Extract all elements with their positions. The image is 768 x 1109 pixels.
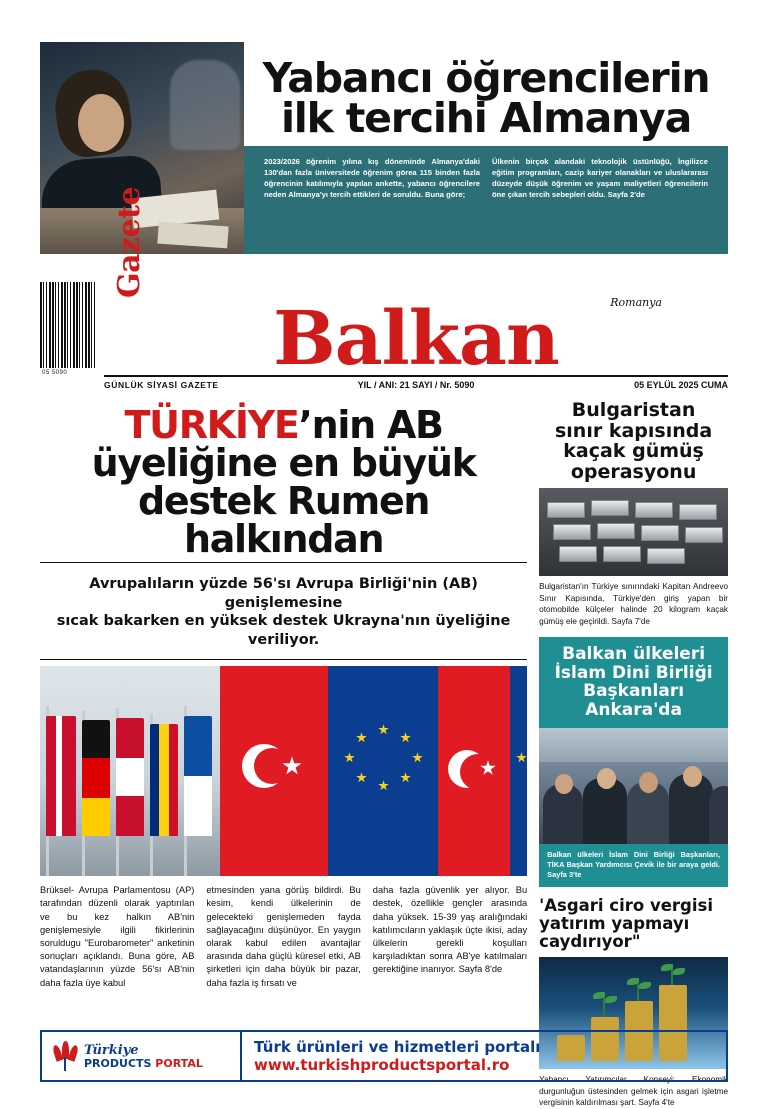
flags-photo — [40, 666, 527, 876]
lead-headline-rest: ’nin AB — [298, 403, 443, 447]
turkish-flag — [220, 666, 328, 876]
s1-l1: Bulgaristan — [571, 399, 696, 421]
s1-l3: kaçak gümüş — [563, 440, 704, 463]
top-banner-text — [244, 146, 728, 254]
sidebar — [539, 400, 728, 1109]
lead-story — [40, 400, 527, 1109]
sidebar-story2-caption: Balkan ülkeleri İslam Dini Birliği Başkanları, TİKA Başkan Yardımcısı Çevik ile bir araya geldi. Sayfa 3'te — [539, 844, 728, 887]
masthead-day: CUMA — [701, 380, 728, 390]
sidebar-story2-headline — [549, 645, 718, 720]
lead-subheadline-line2: sıcak bakarken en yüksek destek Ukrayna'nın üyeliğine veriliyor. — [56, 613, 511, 648]
s1-l2: sınır kapısında — [554, 419, 713, 442]
lead-article-col-3: daha fazla güvenlik yer alıyor. Bu destek, özellikle gençler arasında daha yüksek. 15-39 yaş aralığındaki katılımcıların yaklaşık üçte ikisi, aday ülkelerin gerekli koşulları karşıladıktan sonra AB'ye katılmaları gerektiğine inanıyor. Sayfa 8'de — [372, 885, 528, 975]
barcode — [40, 282, 104, 390]
top-banner-headline — [244, 42, 728, 146]
lead-article-body — [40, 884, 527, 990]
ad-tagline: Türk ürünleri ve hizmetleri portalı — [254, 1038, 541, 1056]
masthead-tagline: GÜNLÜK SİYASİ GAZETE — [104, 380, 219, 390]
ad-url[interactable]: www.turkishproductsportal.ro — [254, 1056, 510, 1074]
lead-divider-top — [40, 562, 527, 563]
newspaper-front-page — [0, 42, 768, 1108]
eu-flag-1 — [328, 666, 438, 876]
sidebar-story3-headline — [539, 897, 728, 951]
s3-l2: yatırım yapmayı — [539, 913, 690, 933]
ad-logo — [42, 1032, 242, 1080]
masthead-gazete-word: Gazete — [112, 186, 147, 298]
ad-brand-turkiye: Türkiye — [84, 1042, 139, 1058]
masthead-title: Balkan — [273, 295, 559, 382]
lead-headline-line2: üyeliğine en büyük — [91, 441, 476, 485]
sidebar-story1-caption: Bulgaristan'ın Türkiye sınırındaki Kapitan Andreevo Sınır Kapısında, Türkiye'den giriş yapan bir otomobilde külçeler halinde 20 kilogram kaçak gümüş ele geçirildi. Sayfa 7'de — [539, 582, 728, 626]
barcode-bars — [40, 282, 96, 368]
s2-l4: Ankara'da — [585, 700, 682, 721]
lead-headline — [40, 403, 527, 561]
top-headline-line2: ilk tercihi Almanya — [280, 94, 692, 143]
lead-headline-red: TÜRKİYE — [124, 403, 299, 447]
ad-brand-products: PRODUCTS — [84, 1056, 152, 1070]
lead-subheadline — [44, 575, 523, 649]
s1-l4: operasyonu — [570, 460, 697, 483]
top-banner-col-2: Ülkenin birçok alandaki teknolojik üstünlüğü, İngilizce eğitim programları, cazip kariyer olanakları ve uluslararası düzeyde düşük öğrenim ve yaşam maliyetleri öğrencilerin öne çıkan tercih sebepleri oldu. Sayfa 2'de — [492, 157, 708, 200]
sidebar-story3-caption: Yabancı Yatırımcılar Konseyi: Ekonomik durgunluğun üstesinden gelmek için asgari işletme vergisinin kaldırılması şart. Sayfa 4'te — [539, 1075, 728, 1108]
sidebar-story1-headline — [539, 400, 728, 482]
s2-l3: Başkanları — [583, 681, 685, 702]
lead-article-col-2: etmesinden yana görüş bildirdi. Bu kesim, kendi ülkelerinin de gelecekteki genişlemeden fayda sağlayacağını düşünüyor. En yaygın olarak kabul edilen avantajlar arasında daha güçlü küresel etki, AB şirketleri için daha büyük bir pazar, daha fazla iş fırsatı ve — [206, 885, 361, 988]
silver-bars-photo — [539, 488, 728, 576]
lead-headline-line3: destek Rumen halkından — [138, 479, 430, 561]
sidebar-story-silver — [539, 400, 728, 627]
barcode-number: 05 5090 — [42, 370, 68, 376]
s3-l1: 'Asgari ciro vergisi — [539, 895, 713, 915]
tulip-icon — [52, 1041, 78, 1071]
top-banner-col-1: 2023/2026 öğrenim yılına kış döneminde Almanya'daki 130'dan fazla üniversitede öğrenim görea 115 binden fazla öğrencinin katılımıyla yapılan ankette, yabancı öğrencilere neden Almanya'yı tercih ettikleri de soruldu. Buna göre; — [264, 157, 480, 200]
masthead-issue: YIL / ANI: 21 SAYI / Nr. 5090 — [357, 380, 475, 390]
lead-subheadline-line1: Avrupalıların yüzde 56'sı Avrupa Birliği'nin (AB) genişlemesine — [89, 576, 478, 611]
lead-article-col-1: Brüksel- Avrupa Parlamentosu (AP) tarafından düzenli olarak yaptırılan ve bu kez halkın AB'nin genişlemesiyle ilgili fikirlerinin soruldugu "Eurobarometer" anketinin sonuçları açıklandı. Buna göre, AB vatandaşlarının yüzde 56'sı AB'nin daha fazla üye kabul — [40, 885, 195, 988]
masthead — [40, 186, 728, 390]
sidebar-story-balkan — [539, 637, 728, 887]
masthead-romanya: Romanya — [610, 295, 662, 309]
balkan-meeting-photo — [539, 728, 728, 844]
turkish-flag-2 — [438, 666, 510, 876]
masthead-date: 05 EYLÜL 2025 — [634, 380, 699, 390]
top-headline-line1: Yabancı öğrencilerin — [262, 54, 710, 102]
s3-l3: caydırıyor" — [539, 932, 641, 952]
s2-l2: İslam Dini Birliği — [554, 662, 713, 683]
lead-divider-bottom — [40, 659, 527, 660]
eu-flag-2 — [510, 666, 527, 876]
advertisement-banner[interactable] — [40, 1030, 728, 1082]
s2-l1: Balkan ülkeleri — [562, 644, 706, 664]
ad-brand-portal: PORTAL — [155, 1056, 203, 1070]
